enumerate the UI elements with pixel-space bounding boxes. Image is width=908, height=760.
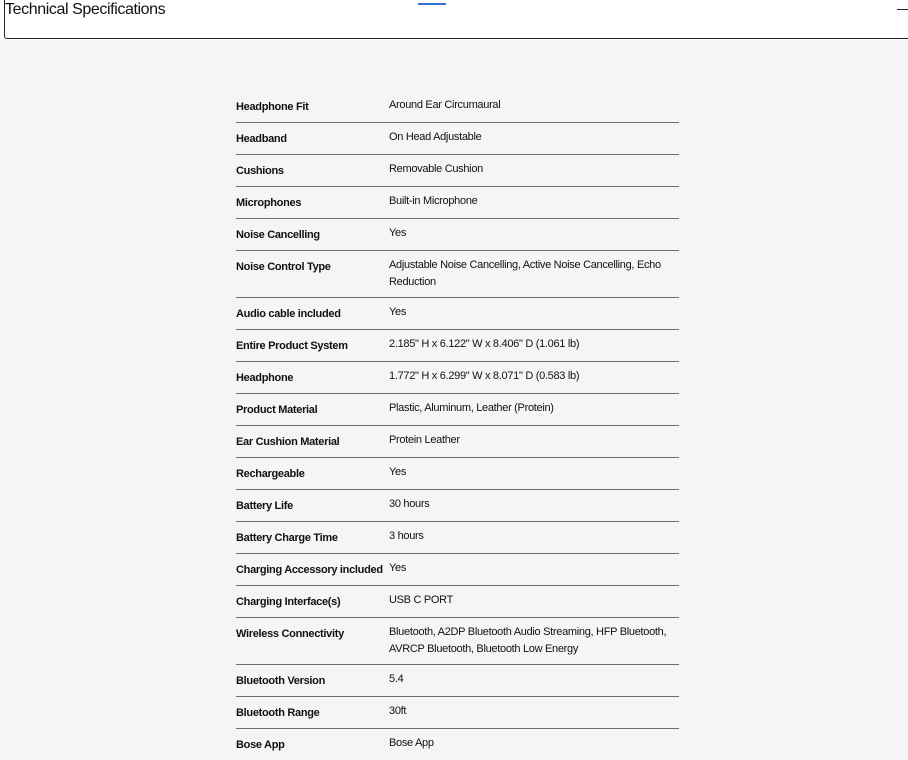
spec-row — [236, 330, 679, 362]
spec-row — [236, 490, 679, 522]
spec-row — [236, 362, 679, 394]
spec-label: Headband — [236, 133, 287, 145]
spec-row — [236, 458, 679, 490]
active-tab-indicator — [418, 3, 446, 5]
spec-value: Around Ear Circumaural — [389, 99, 501, 111]
collapse-minus-icon[interactable] — [897, 9, 908, 10]
spec-value: 30 hours — [389, 498, 430, 510]
spec-value: 1.772" H x 6.299" W x 8.071" D (0.583 lb) — [389, 370, 580, 382]
spec-value: Yes — [389, 562, 407, 574]
spec-row — [236, 618, 679, 665]
spec-label: Rechargeable — [236, 468, 305, 480]
spec-value: Bose App — [389, 737, 434, 749]
spec-row — [236, 697, 679, 729]
spec-value: Bluetooth, A2DP Bluetooth Audio Streaming, HFP Bluetooth, AVRCP Bluetooth, Bluetooth Low Energy — [389, 626, 667, 655]
spec-label: Headphone Fit — [236, 101, 309, 113]
spec-row — [236, 219, 679, 251]
spec-row — [236, 729, 679, 760]
spec-row — [236, 586, 679, 618]
spec-label: Battery Charge Time — [236, 532, 338, 544]
spec-row — [236, 554, 679, 586]
spec-row — [236, 394, 679, 426]
spec-label: Charging Accessory included — [236, 564, 383, 576]
spec-label: Charging Interface(s) — [236, 596, 341, 608]
spec-label: Bose App — [236, 739, 285, 751]
spec-row — [236, 298, 679, 330]
spec-label: Bluetooth Range — [236, 707, 320, 719]
spec-label: Microphones — [236, 197, 302, 209]
spec-label: Ear Cushion Material — [236, 436, 340, 448]
spec-label: Cushions — [236, 165, 284, 177]
specs-accordion-header[interactable] — [0, 0, 908, 40]
spec-value: Protein Leather — [389, 434, 460, 446]
spec-value: 30ft — [389, 705, 407, 717]
spec-value: On Head Adjustable — [389, 131, 482, 143]
spec-value: Removable Cushion — [389, 163, 483, 175]
spec-value: USB C PORT — [389, 594, 454, 606]
spec-label: Battery Life — [236, 500, 293, 512]
spec-label: Product Material — [236, 404, 318, 416]
spec-label: Audio cable included — [236, 308, 341, 320]
spec-row — [236, 187, 679, 219]
spec-label: Bluetooth Version — [236, 675, 326, 687]
spec-value: Adjustable Noise Cancelling, Active Noise Cancelling, Echo Reduction — [389, 259, 661, 288]
spec-row — [236, 522, 679, 554]
spec-row — [236, 426, 679, 458]
spec-value: 5.4 — [389, 673, 404, 685]
spec-label: Noise Control Type — [236, 261, 331, 273]
spec-label: Headphone — [236, 372, 294, 384]
spec-value: Plastic, Aluminum, Leather (Protein) — [389, 402, 554, 414]
spec-label: Entire Product System — [236, 340, 348, 352]
spec-value: Yes — [389, 227, 407, 239]
section-title: Technical Specifications — [5, 1, 166, 18]
spec-row — [236, 91, 679, 123]
spec-row — [236, 665, 679, 697]
spec-value: 2.185" H x 6.122" W x 8.406" D (1.061 lb) — [389, 338, 580, 350]
spec-value: Yes — [389, 466, 407, 478]
spec-label: Wireless Connectivity — [236, 628, 344, 640]
spec-table — [236, 91, 679, 760]
spec-row — [236, 251, 679, 298]
spec-value: Yes — [389, 306, 407, 318]
spec-row — [236, 155, 679, 187]
spec-value: 3 hours — [389, 530, 424, 542]
spec-value: Built-in Microphone — [389, 195, 478, 207]
spec-row — [236, 123, 679, 155]
spec-label: Noise Cancelling — [236, 229, 320, 241]
